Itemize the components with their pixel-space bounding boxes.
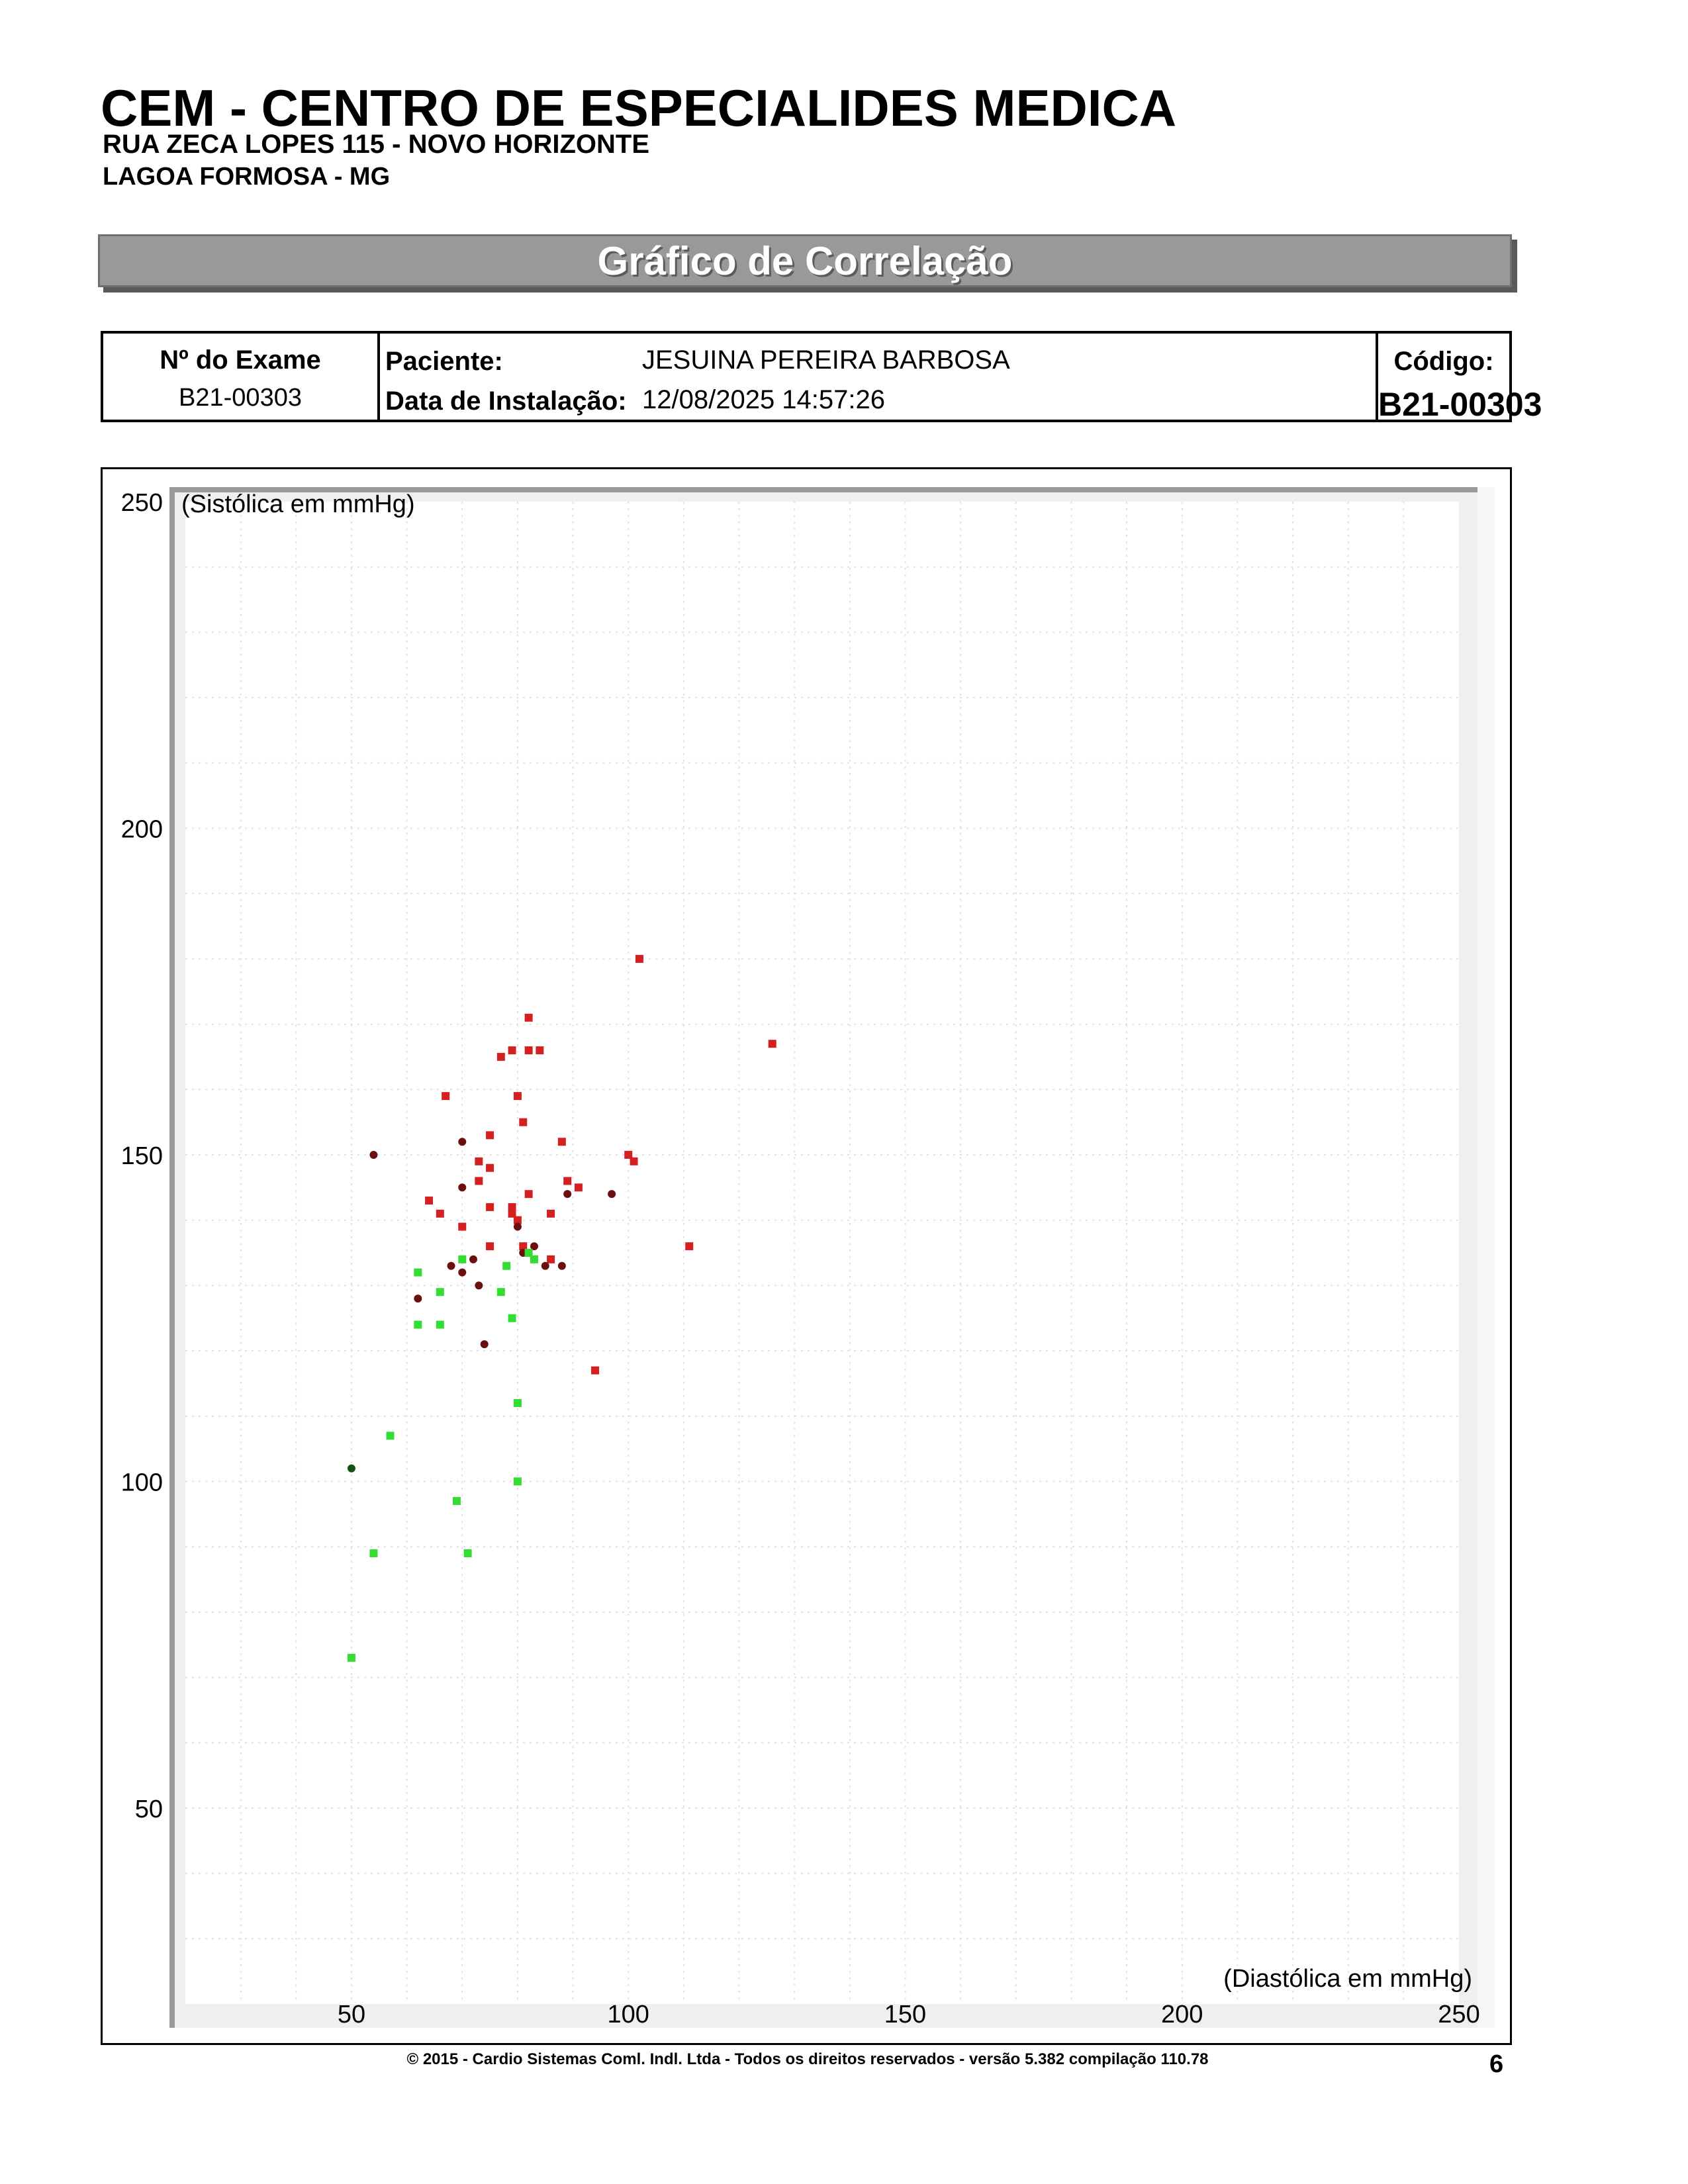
data-point-red [685,1242,693,1250]
data-point-red [442,1092,449,1100]
data-point-green [387,1432,395,1439]
data-point-dark [558,1262,566,1270]
data-point-red [486,1203,494,1211]
x-tick-label: 250 [1438,2001,1480,2028]
exam-number-cell [103,334,380,420]
org-city: LAGOA FORMOSA - MG [103,163,391,191]
data-point-green [414,1269,422,1277]
org-address: RUA ZECA LOPES 115 - NOVO HORIZONTE [103,130,650,159]
x-tick-label: 100 [607,2001,649,2028]
data-point-red [563,1177,571,1185]
data-point-red [458,1223,466,1231]
data-point-red [519,1118,527,1126]
data-point-red [486,1164,494,1172]
data-point-green [514,1477,522,1485]
data-point-green [508,1314,516,1322]
data-point-red [536,1046,543,1054]
correlation-scatter-chart [101,467,1512,2045]
data-point-red [475,1177,483,1185]
data-point-green [514,1399,522,1407]
data-point-red [525,1046,533,1054]
data-point-dark [481,1340,489,1348]
data-point-dark [458,1138,466,1146]
y-tick-label: 50 [134,1795,163,1823]
code-value: B21-00303 [1378,386,1542,423]
data-point-red [547,1255,555,1263]
data-point-dark [369,1151,377,1159]
data-point-dark [447,1262,455,1270]
data-point-dark [414,1295,422,1302]
data-point-dark [469,1255,477,1263]
page-number: 6 [1489,2050,1504,2078]
data-point-red [475,1158,483,1165]
x-tick-label: 200 [1161,2001,1203,2028]
plot-bevel-right [1477,487,1495,2028]
data-point-red [525,1190,533,1198]
data-point-red [547,1210,555,1218]
x-tick-label: 50 [337,2001,366,2028]
data-point-green [458,1255,466,1263]
y-tick-label: 200 [120,815,163,844]
footer-copyright: © 2015 - Cardio Sistemas Coml. Indl. Ltda - Todos os direitos reservados - versão 5.382 compilação 110.78 [406,2050,1209,2068]
data-point-red [558,1138,566,1146]
data-point-red [497,1053,505,1061]
data-point-red [436,1210,444,1218]
data-point-dark [563,1190,571,1198]
exam-info-table [101,331,1542,423]
plot-area [185,502,1459,2004]
data-point-dark-green [348,1465,355,1473]
data-point-green [369,1549,377,1557]
data-point-green [436,1288,444,1296]
code-label: Código: [1393,347,1494,376]
data-point-red [630,1158,638,1165]
data-point-red [591,1367,599,1375]
patient-cell [377,334,1378,420]
data-point-green [530,1255,538,1263]
data-point-dark [608,1190,616,1198]
data-point-green [453,1497,461,1505]
patient-name: JESUINA PEREIRA BARBOSA [642,345,1010,375]
x-axis-label: (Diastólica em mmHg) [1223,1965,1472,1993]
install-date-value: 12/08/2025 14:57:26 [642,385,886,414]
data-point-red [486,1242,494,1250]
org-name: CEM - CENTRO DE ESPECIALIDES MEDICA [101,79,1177,137]
data-point-green [348,1654,355,1662]
report-title-banner [98,234,1512,287]
data-point-green [502,1262,510,1270]
data-point-red [425,1197,433,1205]
report-title: Gráfico de Correlação [597,238,1013,283]
data-point-red [514,1092,522,1100]
install-date-label: Data de Instalação: [385,387,627,416]
patient-label: Paciente: [385,347,503,376]
data-point-green [464,1549,472,1557]
y-axis-label: (Sistólica em mmHg) [181,490,415,518]
code-cell [1378,334,1542,423]
exam-number-value: B21-00303 [179,384,302,412]
data-point-red [575,1183,583,1191]
data-point-dark [541,1262,549,1270]
data-point-red [525,1014,533,1022]
exam-number-label: Nº do Exame [160,345,321,375]
data-point-green [436,1321,444,1329]
data-point-green [414,1321,422,1329]
plot-bevel-left [169,487,175,2028]
data-point-red [769,1040,776,1048]
y-tick-label: 100 [120,1469,163,1497]
data-point-red [486,1131,494,1139]
y-tick-label: 150 [120,1142,163,1170]
y-tick-label: 250 [120,489,163,517]
x-tick-label: 150 [884,2001,927,2028]
data-point-dark [514,1223,522,1231]
data-point-green [497,1288,505,1296]
data-point-red [635,955,643,963]
data-point-dark [475,1281,483,1289]
data-point-red [508,1046,516,1054]
data-point-dark [458,1269,466,1277]
data-point-dark [458,1183,466,1191]
